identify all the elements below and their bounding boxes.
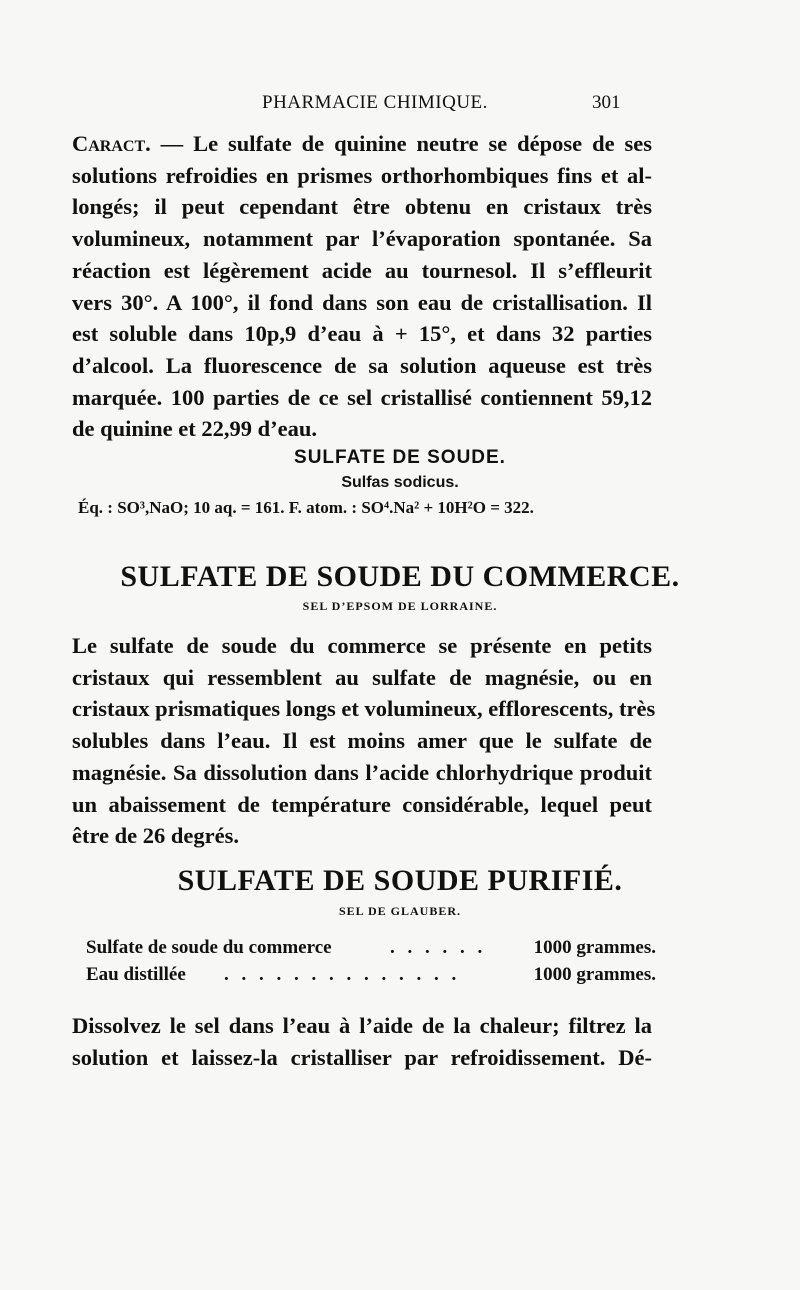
page-number: 301 <box>592 92 621 113</box>
section-title-purifie: SULFATE DE SOUDE PURIFIÉ. <box>177 864 623 897</box>
page-header <box>0 92 800 122</box>
paragraph-line: Le sulfate de soude du commerce se présente en petits <box>72 633 652 658</box>
paragraph-lead: Caract. <box>72 131 151 156</box>
paragraph-line: vers 30°. A 100°, il fond dans son eau de cristallisation. Il <box>72 289 652 315</box>
recipe-row <box>86 961 656 988</box>
paragraph-line: magnésie. Sa dissolution dans l’acide chlorhydrique produit <box>72 759 652 785</box>
paragraph-purifie <box>72 1010 652 1073</box>
paragraph-line: Caract. — Le sulfate de quinine neutre se dépose de ses <box>72 131 652 156</box>
paragraph-line: être de 26 degrés. <box>72 823 240 849</box>
paragraph-line: marquée. 100 parties de ce sel cristallisé contiennent 59,12 <box>72 384 652 410</box>
recipe-table <box>86 934 656 988</box>
paragraph-line: volumineux, notamment par l’évaporation spontanée. Sa <box>72 226 652 252</box>
recipe-quantity: 1000 grammes. <box>533 937 656 958</box>
recipe-leader-dots: . . . . . . <box>390 937 487 958</box>
running-title: PHARMACIE CHIMIQUE. <box>262 92 488 113</box>
paragraph-line: réaction est légèrement acide au tournesol. Il s’effleurit <box>72 257 652 283</box>
recipe-leader-dots: . . . . . . . . . . . . . . <box>224 964 461 985</box>
paragraph-line: solution et laissez-la cristalliser par refroidissement. Dé- <box>72 1044 652 1070</box>
section-subtitle-glauber: SEL DE GLAUBER. <box>338 904 462 918</box>
section-title-commerce: SULFATE DE SOUDE DU COMMERCE. <box>120 560 680 593</box>
recipe-quantity: 1000 grammes. <box>533 964 656 985</box>
paragraph-line: Dissolvez le sel dans l’eau à l’aide de la chaleur; filtrez la <box>72 1013 652 1038</box>
recipe-ingredient: Eau distillée <box>86 964 186 985</box>
chemical-equation: Éq. : SO³,NaO; 10 aq. = 161. F. atom. : SO⁴.Na² + 10H²O = 322. <box>78 498 534 517</box>
paragraph-caracteres <box>72 128 652 445</box>
recipe-ingredient: Sulfate de soude du commerce <box>86 937 332 958</box>
paragraph-line: cristaux qui ressemblent au sulfate de magnésie, ou en <box>72 664 652 690</box>
paragraph-line: solubles dans l’eau. Il est moins amer que le sulfate de <box>72 728 652 754</box>
paragraph-commerce <box>72 630 656 852</box>
paragraph-line: un abaissement de température considérable, lequel peut <box>72 791 652 817</box>
section-subtitle-latin: Sulfas sodicus. <box>341 474 459 491</box>
paragraph-line: cristaux prismatiques longs et volumineux, efflorescents, très <box>72 696 656 722</box>
section-subtitle-epsom: SEL D’EPSOM DE LORRAINE. <box>302 599 498 613</box>
paragraph-line: solutions refroidies en prismes orthorhombiques fins et al- <box>72 162 652 188</box>
paragraph-line: longés; il peut cependant être obtenu en cristaux très <box>72 194 652 220</box>
recipe-row <box>86 934 656 961</box>
paragraph-line: est soluble dans 10p,9 d’eau à + 15°, et dans 32 parties <box>72 321 652 347</box>
paragraph-line: de quinine et 22,99 d’eau. <box>72 416 318 442</box>
paragraph-line: d’alcool. La fluorescence de sa solution aqueuse est très <box>72 352 652 378</box>
section-title-sulfate-de-soude: SULFATE DE SOUDE. <box>294 447 506 468</box>
